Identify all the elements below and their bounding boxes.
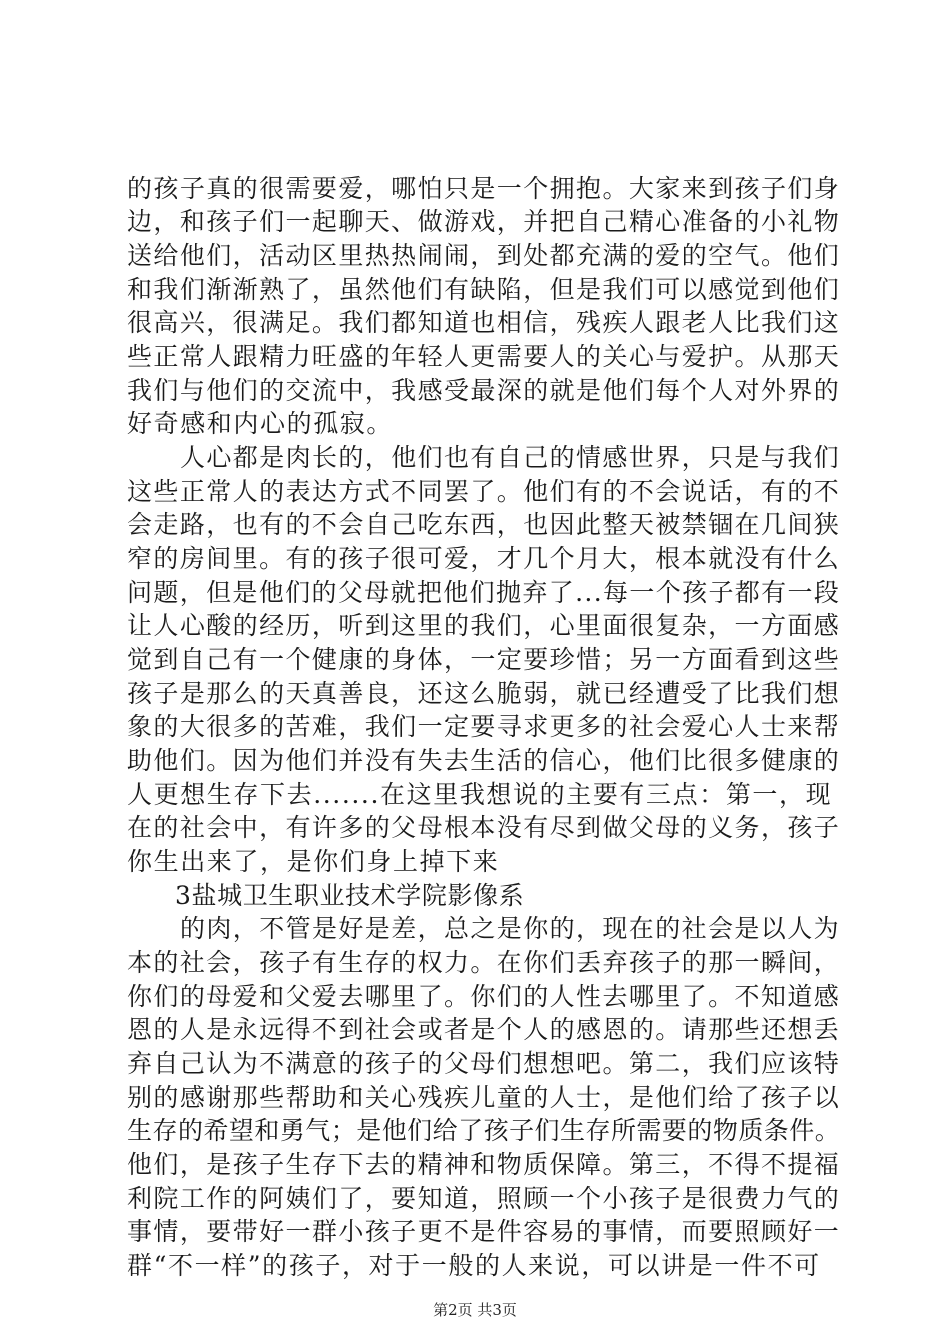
text-line: 会走路，也有的不会自己吃东西，也因此整天被禁锢在几间狭 bbox=[127, 510, 841, 539]
text-line: 觉到自己有一个健康的身体，一定要珍惜；另一方面看到这些 bbox=[127, 645, 841, 674]
text-line: 别的感谢那些帮助和关心残疾儿童的人士，是他们给了孩子以 bbox=[127, 1083, 841, 1112]
text-line: 他们，是孩子生存下去的精神和物质保障。第三，不得不提福 bbox=[127, 1150, 841, 1179]
text-line: 的孩子真的很需要爱，哪怕只是一个拥抱。大家来到孩子们身 bbox=[127, 174, 841, 203]
paragraph-start-line: 的肉，不管是好是差，总之是你的，现在的社会是以人为 bbox=[180, 914, 841, 943]
page-number-footer: 第2页 共3页 bbox=[433, 1301, 517, 1319]
text-line: 利院工作的阿姨们了，要知道，照顾一个小孩子是很费力气的 bbox=[127, 1184, 841, 1213]
section-label-line: 3盐城卫生职业技术学院影像系 bbox=[175, 881, 525, 910]
text-line: 你生出来了，是你们身上掉下来 bbox=[127, 847, 500, 876]
text-line: 本的社会，孩子有生存的权力。在你们丢弃孩子的那一瞬间， bbox=[127, 948, 841, 977]
text-line: 生存的希望和勇气；是他们给了孩子们生存所需要的物质条件。 bbox=[127, 1116, 841, 1145]
text-line: 和我们渐渐熟了，虽然他们有缺陷，但是我们可以感觉到他们 bbox=[127, 275, 841, 304]
text-line: 我们与他们的交流中，我感受最深的就是他们每个人对外界的 bbox=[127, 376, 841, 405]
text-line: 人更想生存下去.......在这里我想说的主要有三点：第一，现 bbox=[127, 780, 833, 809]
text-line: 助他们。因为他们并没有失去生活的信心，他们比很多健康的 bbox=[127, 746, 841, 775]
text-line: 好奇感和内心的孤寂。 bbox=[127, 409, 394, 438]
text-line: 些正常人跟精力旺盛的年轻人更需要人的关心与爱护。从那天 bbox=[127, 342, 841, 371]
text-line: 恩的人是永远得不到社会或者是个人的感恩的。请那些还想丢 bbox=[127, 1015, 841, 1044]
text-line: 这些正常人的表达方式不同罢了。他们有的不会说话，有的不 bbox=[127, 477, 841, 506]
text-line: 群“不一样”的孩子，对于一般的人来说，可以讲是一件不可 bbox=[127, 1251, 821, 1280]
text-line: 在的社会中，有许多的父母根本没有尽到做父母的义务，孩子 bbox=[127, 813, 841, 842]
text-line: 让人心酸的经历，听到这里的我们，心里面很复杂，一方面感 bbox=[127, 611, 841, 640]
text-line: 窄的房间里。有的孩子很可爱，才几个月大，根本就没有什么 bbox=[127, 544, 841, 573]
text-line: 送给他们，活动区里热热闹闹，到处都充满的爱的空气。他们 bbox=[127, 241, 841, 270]
text-line: 边，和孩子们一起聊天、做游戏，并把自己精心准备的小礼物 bbox=[127, 207, 841, 236]
text-line: 你们的母爱和父爱去哪里了。你们的人性去哪里了。不知道感 bbox=[127, 982, 841, 1011]
text-line: 孩子是那么的天真善良，还这么脆弱，就已经遭受了比我们想 bbox=[127, 679, 841, 708]
text-line: 象的大很多的苦难，我们一定要寻求更多的社会爱心人士来帮 bbox=[127, 712, 841, 741]
text-line: 事情，要带好一群小孩子更不是件容易的事情，而要照顾好一 bbox=[127, 1217, 841, 1246]
paragraph-start-line: 人心都是肉长的，他们也有自己的情感世界，只是与我们 bbox=[180, 443, 841, 472]
text-line: 很高兴，很满足。我们都知道也相信，残疾人跟老人比我们这 bbox=[127, 308, 841, 337]
text-line: 问题，但是他们的父母就把他们抛弃了...每一个孩子都有一段 bbox=[127, 578, 841, 607]
text-line: 弃自己认为不满意的孩子的父母们想想吧。第二，我们应该特 bbox=[127, 1049, 841, 1078]
